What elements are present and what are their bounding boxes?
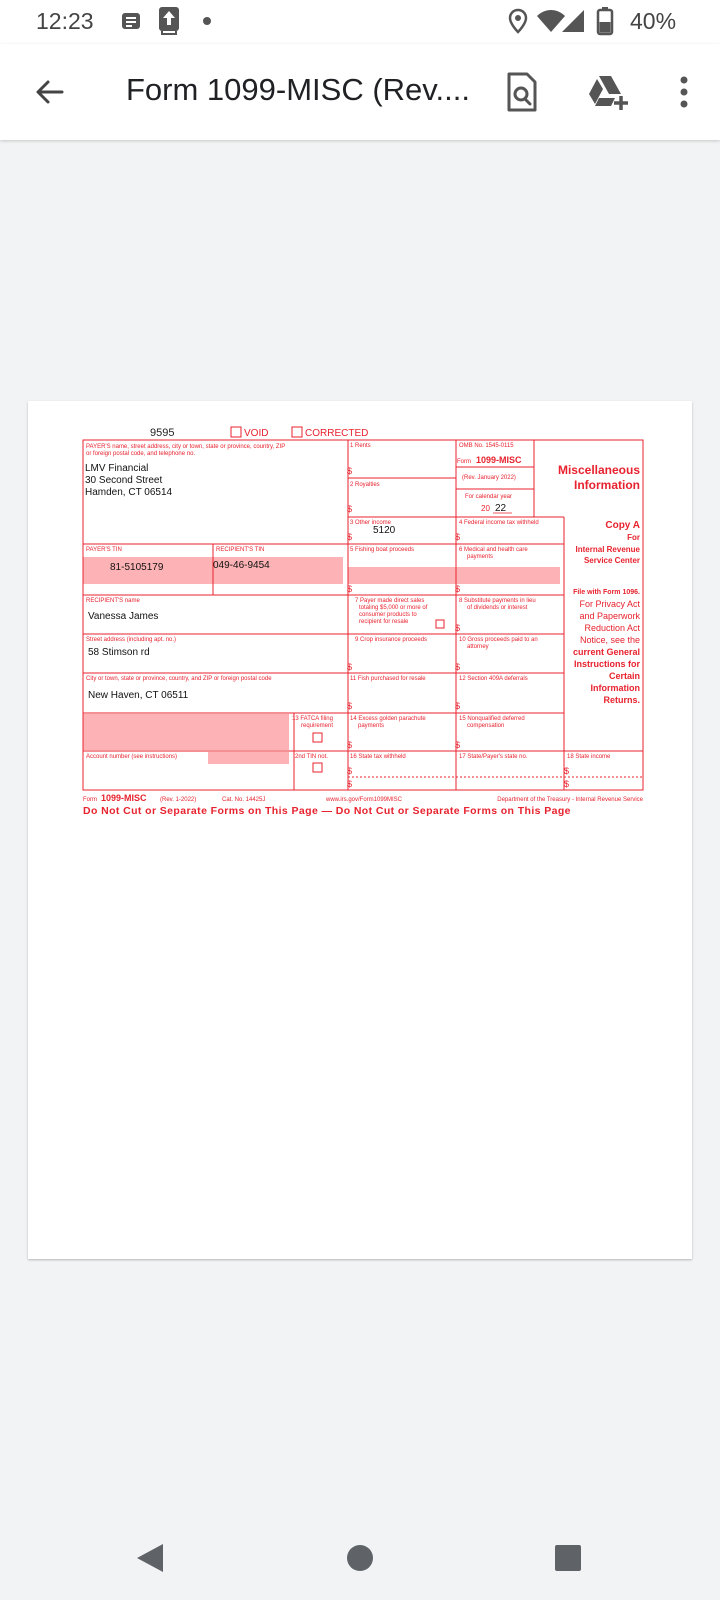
document-title: Form 1099-MISC (Rev.... (126, 72, 470, 107)
signal-icon (560, 8, 586, 34)
document-search-icon (505, 72, 539, 112)
box5-6-fill (348, 567, 560, 584)
box18-dollar-2: $ (564, 779, 570, 789)
box16-label: 16 State tax withheld (350, 754, 406, 760)
street-value: 58 Stimson rd (88, 647, 150, 658)
box15-dollar: $ (455, 740, 461, 750)
box4-dollar: $ (455, 532, 461, 542)
box2-label: 2 Royalties (350, 482, 380, 488)
box12-dollar: $ (455, 701, 461, 711)
current-line-4: Information (590, 683, 640, 693)
box14-label-2: payments (358, 723, 385, 729)
payer-city: Hamden, CT 06514 (85, 487, 173, 498)
privacy-line-2: and Paperwork (579, 611, 640, 621)
box3-dollar: $ (347, 532, 353, 542)
recipient-tin-label: RECIPIENT'S TIN (216, 547, 265, 553)
box10-dollar: $ (455, 662, 461, 672)
file-with: File with Form 1096. (573, 589, 640, 596)
dot-icon (202, 16, 212, 26)
box6-label-2: payments (467, 554, 494, 560)
fatca-checkbox[interactable] (313, 733, 322, 742)
add-to-drive-button[interactable] (584, 68, 632, 116)
box14-label-1: 14 Excess golden parachute (350, 716, 426, 722)
calendar-year-label: For calendar year (465, 494, 513, 500)
box2-dollar: $ (347, 504, 353, 514)
more-vert-icon (678, 75, 690, 109)
status-bar (0, 0, 720, 44)
box10-label-2: attorney (467, 644, 489, 650)
form-code: 9595 (150, 427, 175, 439)
box13-label-2: requirement (301, 723, 334, 729)
box4-label: 4 Federal income tax withheld (459, 520, 539, 526)
form-1099-misc (28, 401, 692, 1259)
current-line-3: Certain (608, 671, 640, 681)
payer-tin: 81-5105179 (110, 562, 164, 573)
omb-number: OMB No. 1545-0115 (459, 443, 514, 449)
blank-fill (83, 714, 289, 750)
box8-dollar: $ (455, 623, 461, 633)
box18-dollar-1: $ (564, 766, 570, 776)
recipient-name: Vanessa James (88, 611, 159, 622)
nav-recents-icon (554, 1544, 582, 1572)
irs-2: Service Center (583, 556, 640, 565)
rev-label: (Rev. January 2022) (462, 475, 516, 481)
box6-label-1: 6 Medical and health care (459, 547, 528, 553)
box11-dollar: $ (347, 701, 353, 711)
current-line-1: current General (572, 647, 640, 657)
nav-back-icon (135, 1542, 165, 1574)
find-in-document-button[interactable] (498, 68, 546, 116)
back-arrow-icon (34, 76, 66, 108)
misc-title-1: Miscellaneous (557, 463, 640, 477)
irs-1: Internal Revenue (575, 545, 640, 554)
form-name: 1099-MISC (476, 455, 522, 465)
footer-form-word: Form (83, 797, 97, 803)
void-label: VOID (244, 428, 269, 439)
city-label: City or town, state or province, country, and ZIP or foreign postal code (86, 676, 272, 682)
account-fill (208, 752, 289, 764)
year-prefix: 20 (481, 504, 490, 513)
form-word: Form (457, 459, 471, 465)
box3-label: 3 Other income (350, 520, 392, 526)
box9-dollar: $ (347, 662, 353, 672)
footer-cat: Cat. No. 14425J (222, 797, 266, 803)
box12-label: 12 Section 409A deferrals (459, 676, 528, 682)
notes-icon (120, 10, 142, 32)
box3-value: 5120 (373, 525, 396, 536)
privacy-line-1: For Privacy Act (579, 599, 640, 609)
back-button[interactable] (28, 70, 72, 114)
nav-recents-button[interactable] (546, 1536, 590, 1580)
document-page[interactable] (28, 401, 692, 1259)
app-bar (0, 44, 720, 140)
corrected-label: CORRECTED (305, 428, 369, 439)
battery-percent: 40% (630, 8, 677, 34)
current-line-2: Instructions for (573, 659, 640, 669)
status-time: 12:23 (36, 8, 94, 34)
privacy-line-4: Notice, see the (579, 635, 640, 645)
nav-home-icon (346, 1544, 374, 1572)
battery-icon (596, 6, 614, 36)
box7-label-1: 7 Payer made direct sales (355, 598, 425, 604)
recipient-tin: 049-46-9454 (213, 560, 270, 571)
box7-label-3: consumer products to (359, 612, 417, 618)
void-checkbox[interactable] (231, 427, 241, 437)
box7-checkbox[interactable] (436, 620, 444, 628)
payer-name: LMV Financial (85, 463, 149, 474)
box15-label-2: compensation (467, 723, 505, 729)
footer-form-name: 1099-MISC (101, 793, 147, 803)
box16-dollar-2: $ (347, 779, 353, 789)
footer-url: www.irs.gov/Form1099MISC (326, 797, 403, 803)
box18-label: 18 State income (567, 754, 611, 760)
tin2-label: 2nd TIN not. (295, 754, 328, 760)
box16-dollar-1: $ (347, 766, 353, 776)
privacy-line-3: Reduction Act (584, 623, 640, 633)
box13-label-1: 13 FATCA filing (292, 716, 333, 722)
street-label: Street address (including apt. no.) (86, 637, 177, 643)
box17-label: 17 State/Payer's state no. (459, 754, 528, 760)
payer-label-2: or foreign postal code, and telephone no. (86, 451, 196, 457)
box7-label-4: recipient for resale (359, 619, 409, 625)
copy-a: Copy A (605, 520, 640, 531)
box8-label-2: of dividends or interest (467, 605, 528, 611)
corrected-checkbox[interactable] (292, 427, 302, 437)
city-value: New Haven, CT 06511 (88, 690, 189, 701)
payer-tin-label: PAYER'S TIN (86, 547, 122, 553)
box6-dollar: $ (455, 584, 461, 594)
drive-add-icon (587, 74, 629, 110)
footer-dept: Department of the Treasury - Internal Revenue Service (497, 797, 643, 803)
box10-label-1: 10 Gross proceeds paid to an (459, 637, 538, 643)
nav-home-button[interactable] (338, 1536, 382, 1580)
payer-label-1: PAYER'S name, street address, city or town, state or province, country, ZIP (86, 444, 286, 450)
nav-back-button[interactable] (128, 1536, 172, 1580)
box11-label: 11 Fish purchased for resale (350, 676, 426, 682)
payer-street: 30 Second Street (85, 475, 163, 486)
box14-dollar: $ (347, 740, 353, 750)
box8-label-1: 8 Substitute payments in lieu (459, 598, 536, 604)
upload-icon (158, 6, 180, 36)
box7-label-2: totaling $5,000 or more of (359, 605, 428, 611)
tin2-checkbox[interactable] (313, 763, 322, 772)
footer-rev: (Rev. 1-2022) (160, 797, 197, 803)
do-not-cut-notice: Do Not Cut or Separate Forms on This Page — Do Not Cut or Separate Forms on This Page (83, 805, 571, 817)
box5-label: 5 Fishing boat proceeds (350, 547, 415, 553)
more-options-button[interactable] (660, 68, 708, 116)
account-label: Account number (see instructions) (86, 754, 178, 760)
box15-label-1: 15 Nonqualified deferred (459, 716, 525, 722)
box9-label: 9 Crop insurance proceeds (355, 637, 428, 643)
current-line-5: Returns. (603, 695, 640, 705)
box5-dollar: $ (347, 584, 353, 594)
box1-label: 1 Rents (350, 443, 371, 449)
recipient-name-label: RECIPIENT'S name (86, 598, 140, 604)
misc-title-2: Information (574, 478, 640, 492)
location-icon (508, 8, 528, 34)
system-nav-bar (0, 1516, 720, 1600)
year-suffix: 22 (495, 503, 507, 514)
box1-dollar: $ (347, 466, 353, 476)
copy-for: For (627, 533, 640, 542)
